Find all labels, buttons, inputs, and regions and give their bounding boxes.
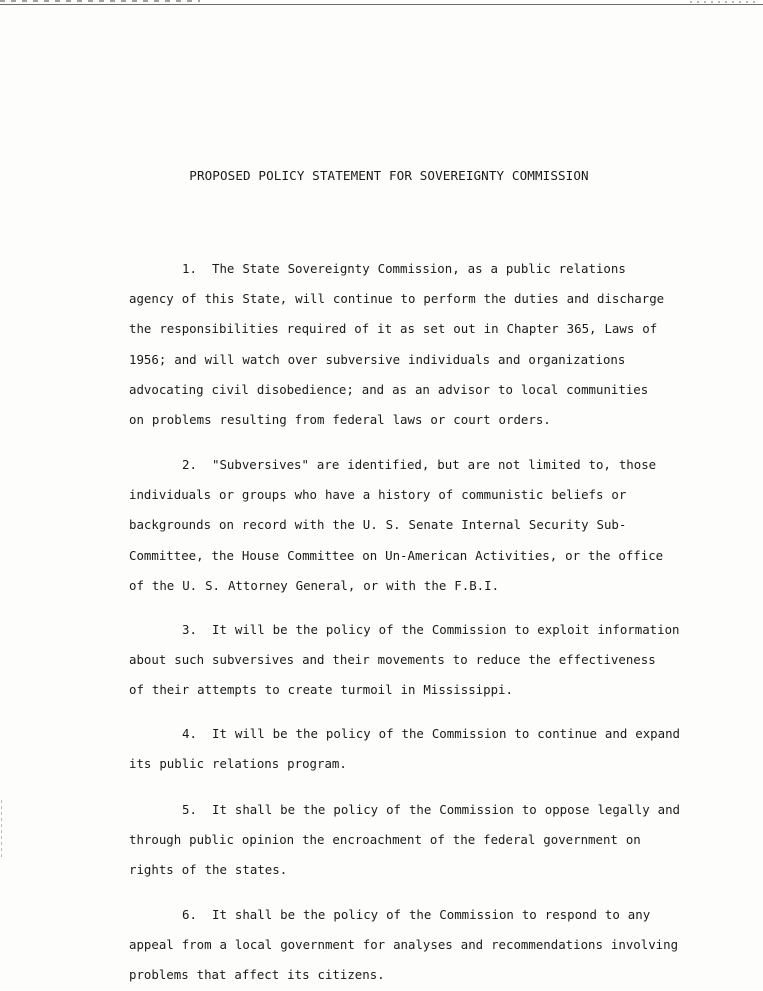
paragraph-text: "Subversives" are identified, but are not limited to, those [212, 457, 657, 472]
policy-paragraph-5 [129, 795, 689, 886]
paragraph-number: 1. [182, 261, 197, 276]
paragraph-text: It shall be the policy of the Commission to oppose legally and [212, 802, 681, 817]
policy-paragraph-2 [129, 450, 689, 601]
paragraph-line: of their attempts to create turmoil in Mississippi. [129, 682, 513, 698]
paragraph-text: It will be the policy of the Commission to continue and expand [212, 726, 681, 741]
paragraph-line: on problems resulting from federal laws or court orders. [129, 411, 551, 427]
paragraph-line: through public opinion the encroachment of the federal government on [129, 832, 641, 848]
paragraph-line: its public relations program. [129, 756, 347, 772]
scan-artifact-top-dashes [0, 0, 200, 2]
paragraph-text: The State Sovereignty Commission, as a public relations [212, 261, 626, 276]
policy-paragraph-1 [129, 254, 689, 435]
policy-paragraph-6 [129, 900, 689, 991]
paragraph-line [129, 450, 689, 480]
paragraph-line: problems that affect its citizens. [129, 967, 385, 983]
paragraph-line: backgrounds on record with the U. S. Senate Internal Security Sub- [129, 517, 627, 533]
paragraph-number: 5. [182, 802, 197, 817]
paragraph-line: Committee, the House Committee on Un-American Activities, or the office [129, 547, 664, 563]
paragraph-line: agency of this State, will continue to perform the duties and discharge [129, 291, 665, 307]
paragraph-text: It will be the policy of the Commission to exploit information [212, 622, 680, 637]
paragraph-number: 6. [182, 907, 197, 922]
paragraph-line: the responsibilities required of it as set out in Chapter 365, Laws of [129, 321, 658, 337]
paragraph-line: rights of the states. [129, 862, 288, 878]
paragraph-text: It shall be the policy of the Commission to respond to any [212, 907, 651, 922]
paragraph-line: appeal from a local government for analyses and recommendations involving [129, 937, 679, 953]
paragraph-number: 4. [182, 726, 197, 741]
document-title: PROPOSED POLICY STATEMENT FOR SOVEREIGNTY COMMISSION [189, 168, 589, 183]
policy-paragraph-4 [129, 719, 689, 779]
paragraph-line: 1956; and will watch over subversive individuals and organizations [129, 351, 626, 367]
paragraph-line: of the U. S. Attorney General, or with the F.B.I. [129, 577, 500, 593]
scan-artifact-top-edge [0, 4, 763, 5]
paragraph-number: 2. [182, 457, 197, 472]
scan-artifact-left-edge [1, 800, 2, 860]
paragraph-line [129, 615, 689, 645]
policy-paragraph-3 [129, 615, 689, 706]
scan-artifact-top-right-dashes [690, 1, 760, 3]
paragraph-line [129, 900, 689, 930]
paragraph-line [129, 254, 689, 284]
paragraph-line: about such subversives and their movements to reduce the effectiveness [129, 652, 656, 668]
paragraph-number: 3. [182, 622, 197, 637]
paragraph-line [129, 719, 689, 749]
paragraph-line [129, 795, 689, 825]
paragraph-line: individuals or groups who have a history of communistic beliefs or [129, 487, 627, 503]
paragraph-line: advocating civil disobedience; and as an advisor to local communities [129, 381, 649, 397]
